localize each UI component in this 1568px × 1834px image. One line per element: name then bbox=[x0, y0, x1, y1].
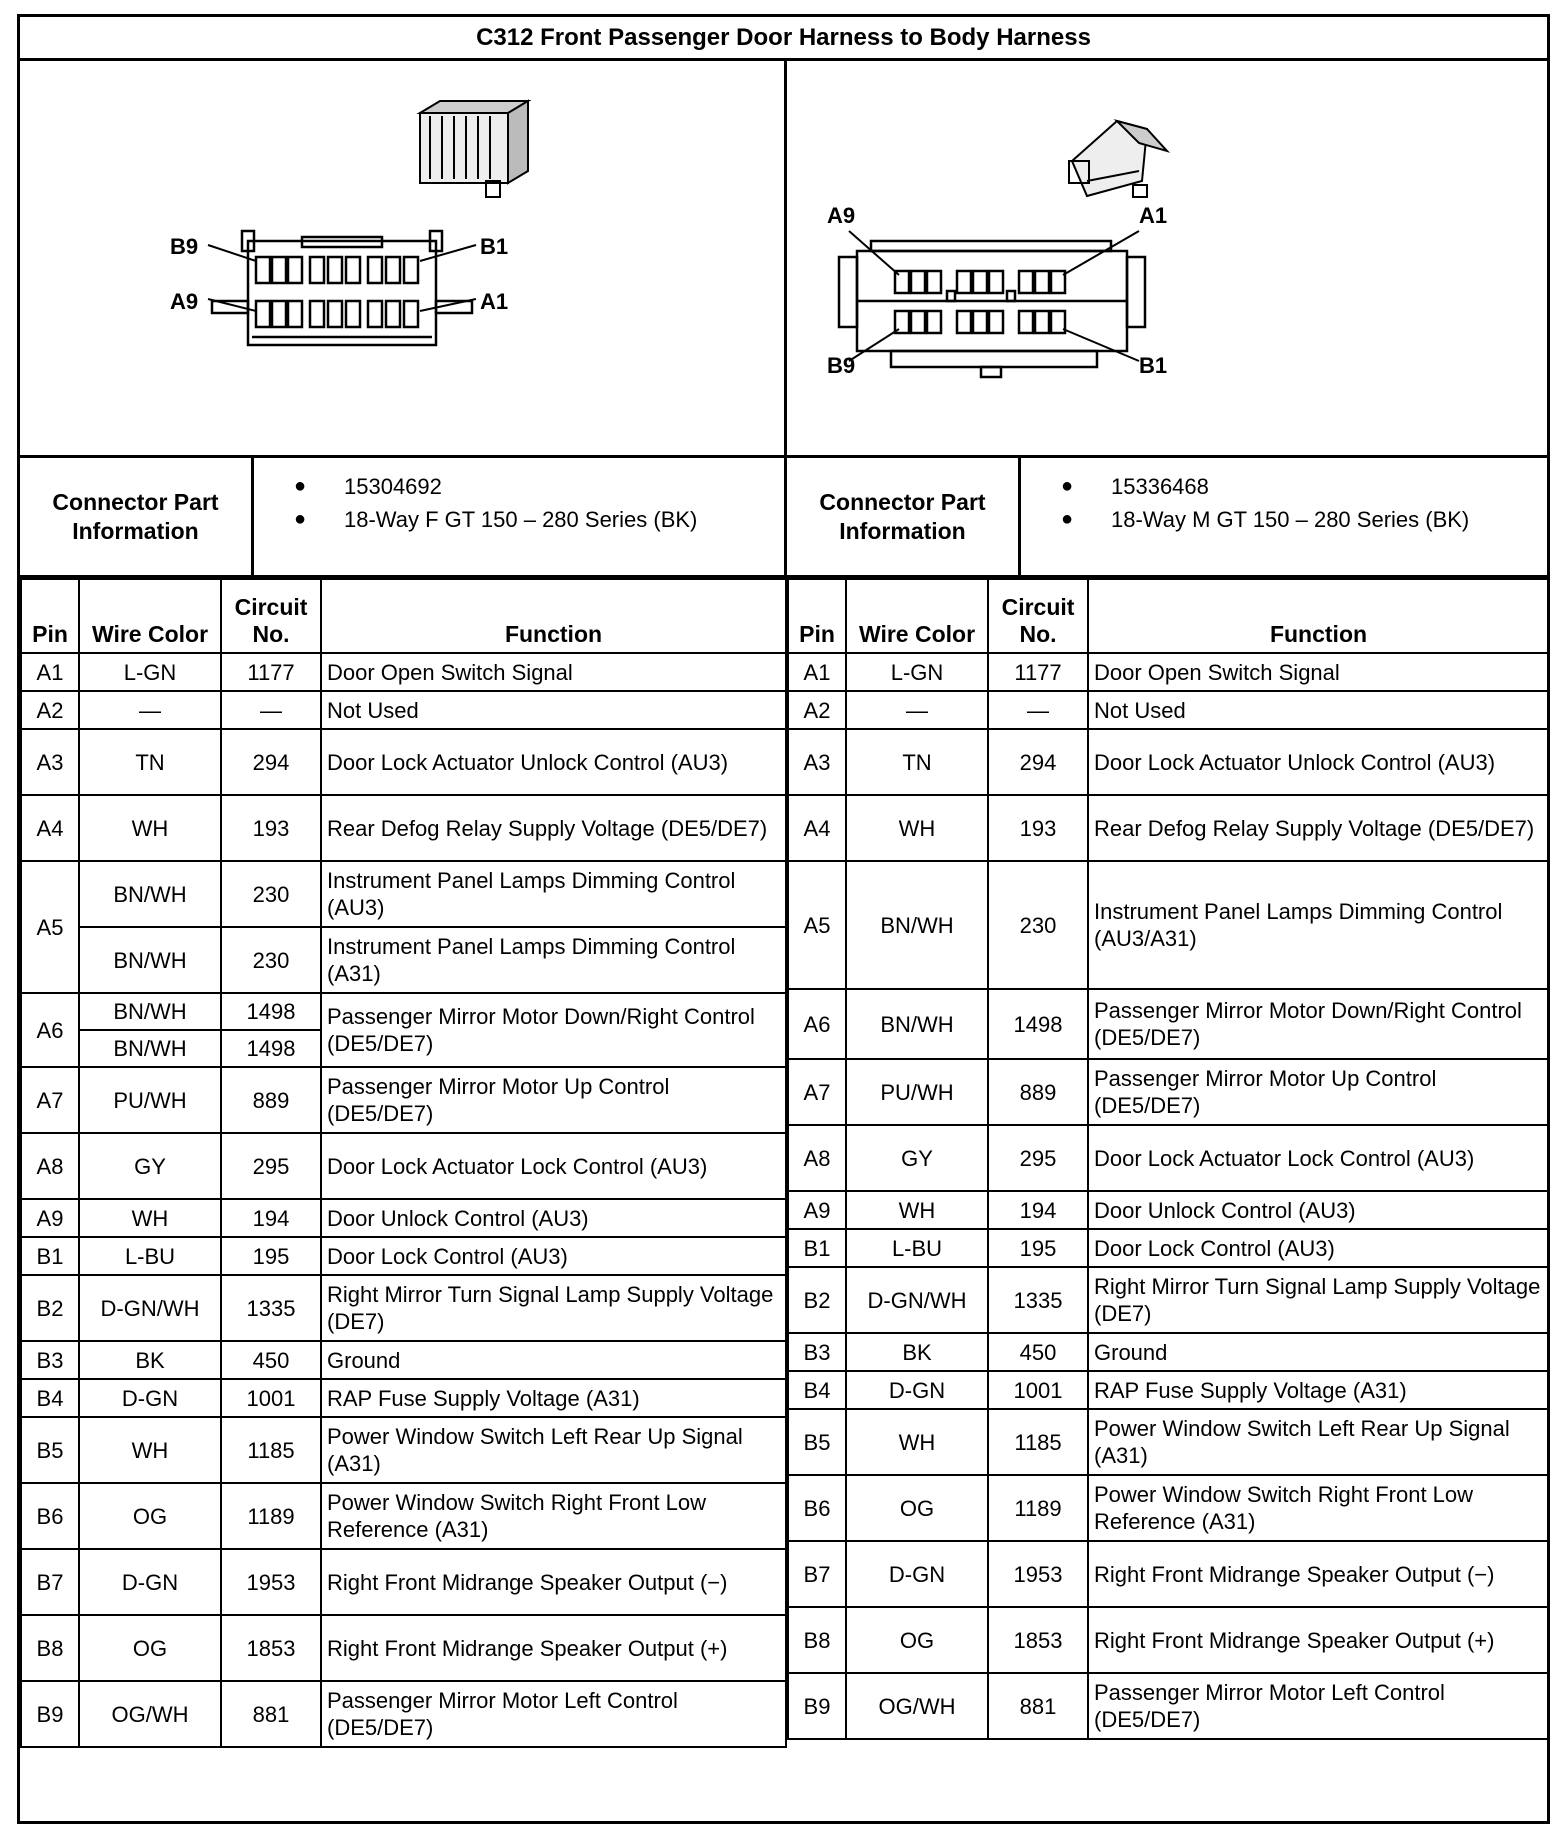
cell-pin: A3 bbox=[21, 729, 79, 795]
cell-wire: WH bbox=[79, 795, 221, 861]
cell-pin: B8 bbox=[21, 1615, 79, 1681]
cell-circuit: 195 bbox=[988, 1229, 1088, 1267]
cell-function: Power Window Switch Right Front Low Reference (A31) bbox=[321, 1483, 786, 1549]
cell-circuit: 881 bbox=[221, 1681, 321, 1747]
cell-function: Power Window Switch Right Front Low Reference (A31) bbox=[1088, 1475, 1549, 1541]
cell-pin: A4 bbox=[21, 795, 79, 861]
right-part-number: 15336468 bbox=[1111, 473, 1209, 499]
col-wire-color: Wire Color bbox=[846, 579, 988, 653]
table-row bbox=[21, 1199, 786, 1237]
cell-circuit: — bbox=[988, 691, 1088, 729]
part-label-line1: Connector Part bbox=[819, 488, 986, 515]
left-part-info bbox=[20, 458, 787, 578]
cell-pin: A5 bbox=[21, 861, 79, 993]
cell-pin: A1 bbox=[21, 653, 79, 691]
table-row bbox=[788, 1371, 1549, 1409]
table-header-row bbox=[788, 579, 1549, 653]
cell-circuit: 450 bbox=[221, 1341, 321, 1379]
cell-wire: D-GN/WH bbox=[79, 1275, 221, 1341]
cell-pin: B5 bbox=[788, 1409, 846, 1475]
cell-function: Not Used bbox=[321, 691, 786, 729]
table-row bbox=[788, 989, 1549, 1059]
table-row bbox=[788, 729, 1549, 795]
left-label-b1: B1 bbox=[480, 234, 509, 259]
table-row bbox=[21, 1067, 786, 1133]
cell-function: Passenger Mirror Motor Down/Right Control (DE5/DE7) bbox=[1088, 989, 1549, 1059]
table-row bbox=[21, 861, 786, 927]
cell-function: Instrument Panel Lamps Dimming Control (A31) bbox=[321, 927, 786, 993]
bullet-icon: ● bbox=[294, 508, 307, 530]
cell-pin: B3 bbox=[788, 1333, 846, 1371]
cell-pin: B2 bbox=[788, 1267, 846, 1333]
bullet-icon: ● bbox=[1061, 475, 1074, 497]
table-row bbox=[788, 653, 1549, 691]
cell-function: Door Lock Actuator Lock Control (AU3) bbox=[321, 1133, 786, 1199]
cell-wire: BN/WH bbox=[79, 993, 221, 1030]
cell-pin: B2 bbox=[21, 1275, 79, 1341]
cell-circuit: 1335 bbox=[221, 1275, 321, 1341]
right-pin-table bbox=[787, 578, 1550, 1740]
cell-pin: B6 bbox=[21, 1483, 79, 1549]
table-row bbox=[788, 1229, 1549, 1267]
cell-wire: D-GN/WH bbox=[846, 1267, 988, 1333]
table-row bbox=[21, 1379, 786, 1417]
cell-pin: A7 bbox=[788, 1059, 846, 1125]
cell-wire: BN/WH bbox=[79, 861, 221, 927]
col-function: Function bbox=[321, 579, 786, 653]
left-part-number: 15304692 bbox=[344, 473, 442, 499]
cell-wire: D-GN bbox=[79, 1379, 221, 1417]
cell-wire: WH bbox=[846, 1409, 988, 1475]
table-row bbox=[21, 1417, 786, 1483]
cell-pin: B7 bbox=[21, 1549, 79, 1615]
cell-function: Right Front Midrange Speaker Output (−) bbox=[321, 1549, 786, 1615]
cell-circuit: 193 bbox=[988, 795, 1088, 861]
cell-circuit: 881 bbox=[988, 1673, 1088, 1739]
part-label-line2: Information bbox=[72, 517, 199, 544]
cell-pin: A9 bbox=[788, 1191, 846, 1229]
female-connector-drawing bbox=[20, 61, 784, 455]
cell-circuit: — bbox=[221, 691, 321, 729]
cell-pin: A6 bbox=[21, 993, 79, 1067]
table-row bbox=[788, 691, 1549, 729]
cell-circuit: 1853 bbox=[221, 1615, 321, 1681]
left-label-a1: A1 bbox=[480, 289, 509, 314]
cell-pin: A8 bbox=[21, 1133, 79, 1199]
cell-function: Right Front Midrange Speaker Output (−) bbox=[1088, 1541, 1549, 1607]
left-part-info-list bbox=[254, 458, 784, 575]
table-row bbox=[788, 1475, 1549, 1541]
bullet-icon: ● bbox=[294, 475, 307, 497]
cell-function: Right Front Midrange Speaker Output (+) bbox=[321, 1615, 786, 1681]
cell-circuit: 294 bbox=[221, 729, 321, 795]
cell-function: Power Window Switch Left Rear Up Signal (A31) bbox=[1088, 1409, 1549, 1475]
cell-wire: — bbox=[79, 691, 221, 729]
right-label-b1: B1 bbox=[1139, 353, 1168, 378]
col-circuit: Circuit No. bbox=[221, 579, 321, 653]
table-row bbox=[21, 795, 786, 861]
cell-wire: — bbox=[846, 691, 988, 729]
cell-circuit: 295 bbox=[988, 1125, 1088, 1191]
cell-circuit: 1185 bbox=[988, 1409, 1088, 1475]
cell-pin: B1 bbox=[788, 1229, 846, 1267]
col-pin: Pin bbox=[788, 579, 846, 653]
cell-wire: GY bbox=[79, 1133, 221, 1199]
cell-circuit: 450 bbox=[988, 1333, 1088, 1371]
cell-circuit: 194 bbox=[221, 1199, 321, 1237]
cell-circuit: 1853 bbox=[988, 1607, 1088, 1673]
cell-function: Door Lock Actuator Unlock Control (AU3) bbox=[321, 729, 786, 795]
right-label-a1: A1 bbox=[1139, 203, 1168, 228]
cell-wire: WH bbox=[79, 1417, 221, 1483]
cell-pin: A6 bbox=[788, 989, 846, 1059]
connector-sheet bbox=[17, 14, 1550, 1824]
cell-circuit: 193 bbox=[221, 795, 321, 861]
cell-function: Door Lock Control (AU3) bbox=[1088, 1229, 1549, 1267]
cell-circuit: 889 bbox=[221, 1067, 321, 1133]
table-row bbox=[21, 1237, 786, 1275]
cell-pin: A5 bbox=[788, 861, 846, 989]
cell-pin: A2 bbox=[21, 691, 79, 729]
cell-wire: OG bbox=[79, 1615, 221, 1681]
table-row bbox=[21, 1681, 786, 1747]
cell-pin: A7 bbox=[21, 1067, 79, 1133]
cell-wire: WH bbox=[79, 1199, 221, 1237]
table-row bbox=[788, 1607, 1549, 1673]
table-row bbox=[788, 1191, 1549, 1229]
cell-wire: D-GN bbox=[79, 1549, 221, 1615]
col-function: Function bbox=[1088, 579, 1549, 653]
cell-pin: A9 bbox=[21, 1199, 79, 1237]
left-connector-diagram bbox=[20, 61, 787, 458]
cell-wire: BK bbox=[79, 1341, 221, 1379]
cell-circuit: 1953 bbox=[221, 1549, 321, 1615]
cell-wire: TN bbox=[79, 729, 221, 795]
right-label-a9: A9 bbox=[827, 203, 856, 228]
cell-pin: A4 bbox=[788, 795, 846, 861]
cell-circuit: 1498 bbox=[221, 1030, 321, 1067]
cell-wire: BN/WH bbox=[79, 1030, 221, 1067]
cell-function: Passenger Mirror Motor Left Control (DE5/DE7) bbox=[321, 1681, 786, 1747]
right-connector-diagram bbox=[787, 61, 1547, 458]
cell-function: Rear Defog Relay Supply Voltage (DE5/DE7) bbox=[321, 795, 786, 861]
list-item bbox=[1061, 470, 1547, 503]
cell-circuit: 1001 bbox=[221, 1379, 321, 1417]
left-part-desc: 18-Way F GT 150 – 280 Series (BK) bbox=[344, 506, 698, 532]
cell-wire: L-BU bbox=[846, 1229, 988, 1267]
cell-pin: B8 bbox=[788, 1607, 846, 1673]
right-label-b9: B9 bbox=[827, 353, 856, 378]
female-connector-face bbox=[212, 231, 472, 345]
cell-pin: B4 bbox=[21, 1379, 79, 1417]
cell-circuit: 1335 bbox=[988, 1267, 1088, 1333]
col-wire-color: Wire Color bbox=[79, 579, 221, 653]
page-title: C312 Front Passenger Door Harness to Body Harness bbox=[20, 17, 1547, 61]
cell-wire: GY bbox=[846, 1125, 988, 1191]
cell-function: Not Used bbox=[1088, 691, 1549, 729]
cell-wire: OG bbox=[846, 1475, 988, 1541]
cell-wire: OG bbox=[79, 1483, 221, 1549]
part-label-line2: Information bbox=[839, 517, 966, 544]
list-item bbox=[294, 470, 784, 503]
cell-wire: PU/WH bbox=[79, 1067, 221, 1133]
left-label-a9: A9 bbox=[170, 289, 199, 314]
list-item bbox=[1061, 503, 1547, 536]
cell-function: Door Unlock Control (AU3) bbox=[1088, 1191, 1549, 1229]
cell-wire: BN/WH bbox=[79, 927, 221, 993]
cell-function: Passenger Mirror Motor Left Control (DE5/DE7) bbox=[1088, 1673, 1549, 1739]
cell-function: Door Open Switch Signal bbox=[1088, 653, 1549, 691]
cell-wire: D-GN bbox=[846, 1371, 988, 1409]
table-row bbox=[788, 795, 1549, 861]
cell-pin: A2 bbox=[788, 691, 846, 729]
table-row bbox=[21, 993, 786, 1030]
table-row bbox=[788, 1059, 1549, 1125]
list-item bbox=[294, 503, 784, 536]
cell-function: RAP Fuse Supply Voltage (A31) bbox=[1088, 1371, 1549, 1409]
cell-pin: A8 bbox=[788, 1125, 846, 1191]
cell-circuit: 1177 bbox=[221, 653, 321, 691]
cell-wire: BK bbox=[846, 1333, 988, 1371]
cell-pin: A3 bbox=[788, 729, 846, 795]
female-connector-iso-icon bbox=[420, 101, 528, 197]
cell-function: Passenger Mirror Motor Up Control (DE5/DE7) bbox=[321, 1067, 786, 1133]
cell-circuit: 1177 bbox=[988, 653, 1088, 691]
table-row bbox=[21, 1275, 786, 1341]
table-row bbox=[21, 927, 786, 993]
cell-function: Door Unlock Control (AU3) bbox=[321, 1199, 786, 1237]
cell-circuit: 230 bbox=[221, 927, 321, 993]
cell-circuit: 1498 bbox=[221, 993, 321, 1030]
cell-circuit: 1189 bbox=[988, 1475, 1088, 1541]
cell-wire: D-GN bbox=[846, 1541, 988, 1607]
cell-circuit: 194 bbox=[988, 1191, 1088, 1229]
cell-circuit: 294 bbox=[988, 729, 1088, 795]
cell-pin: B5 bbox=[21, 1417, 79, 1483]
cell-wire: PU/WH bbox=[846, 1059, 988, 1125]
cell-circuit: 1185 bbox=[221, 1417, 321, 1483]
left-pin-table bbox=[20, 578, 787, 1748]
cell-function: Passenger Mirror Motor Down/Right Control (DE5/DE7) bbox=[321, 993, 786, 1067]
cell-wire: L-BU bbox=[79, 1237, 221, 1275]
table-row bbox=[788, 1541, 1549, 1607]
cell-function: Door Lock Actuator Unlock Control (AU3) bbox=[1088, 729, 1549, 795]
cell-circuit: 230 bbox=[221, 861, 321, 927]
cell-function: Ground bbox=[1088, 1333, 1549, 1371]
cell-wire: L-GN bbox=[846, 653, 988, 691]
cell-wire: OG/WH bbox=[846, 1673, 988, 1739]
table-row bbox=[21, 1615, 786, 1681]
table-row bbox=[21, 1549, 786, 1615]
table-row bbox=[788, 1333, 1549, 1371]
cell-wire: TN bbox=[846, 729, 988, 795]
cell-wire: L-GN bbox=[79, 653, 221, 691]
right-part-desc: 18-Way M GT 150 – 280 Series (BK) bbox=[1111, 506, 1470, 532]
table-row bbox=[788, 1673, 1549, 1739]
cell-wire: OG/WH bbox=[79, 1681, 221, 1747]
cell-circuit: 1953 bbox=[988, 1541, 1088, 1607]
cell-pin: B6 bbox=[788, 1475, 846, 1541]
cell-wire: BN/WH bbox=[846, 861, 988, 989]
col-circuit: Circuit No. bbox=[988, 579, 1088, 653]
cell-function: Door Lock Control (AU3) bbox=[321, 1237, 786, 1275]
table-row bbox=[788, 1125, 1549, 1191]
cell-pin: B9 bbox=[21, 1681, 79, 1747]
cell-function: Passenger Mirror Motor Up Control (DE5/DE7) bbox=[1088, 1059, 1549, 1125]
cell-circuit: 295 bbox=[221, 1133, 321, 1199]
cell-pin: B7 bbox=[788, 1541, 846, 1607]
cell-pin: B1 bbox=[21, 1237, 79, 1275]
table-row bbox=[788, 1409, 1549, 1475]
table-row bbox=[21, 1133, 786, 1199]
cell-function: Instrument Panel Lamps Dimming Control (AU3) bbox=[321, 861, 786, 927]
cell-function: Right Mirror Turn Signal Lamp Supply Voltage (DE7) bbox=[321, 1275, 786, 1341]
table-header-row bbox=[21, 579, 786, 653]
cell-circuit: 195 bbox=[221, 1237, 321, 1275]
left-label-b9: B9 bbox=[170, 234, 199, 259]
cell-wire: BN/WH bbox=[846, 989, 988, 1059]
male-connector-drawing bbox=[787, 61, 1547, 455]
right-part-info-label bbox=[787, 458, 1021, 575]
cell-pin: B3 bbox=[21, 1341, 79, 1379]
male-connector-iso-icon bbox=[1069, 121, 1167, 197]
bullet-icon: ● bbox=[1061, 508, 1074, 530]
cell-circuit: 889 bbox=[988, 1059, 1088, 1125]
table-row bbox=[21, 691, 786, 729]
right-part-info-list bbox=[1021, 458, 1547, 575]
table-row bbox=[21, 653, 786, 691]
cell-function: Door Lock Actuator Lock Control (AU3) bbox=[1088, 1125, 1549, 1191]
cell-circuit: 1189 bbox=[221, 1483, 321, 1549]
cell-circuit: 1498 bbox=[988, 989, 1088, 1059]
part-label-line1: Connector Part bbox=[52, 488, 219, 515]
cell-wire: WH bbox=[846, 795, 988, 861]
table-row bbox=[21, 729, 786, 795]
cell-function: Instrument Panel Lamps Dimming Control (AU3/A31) bbox=[1088, 861, 1549, 989]
cell-function: Right Front Midrange Speaker Output (+) bbox=[1088, 1607, 1549, 1673]
cell-pin: A1 bbox=[788, 653, 846, 691]
cell-circuit: 230 bbox=[988, 861, 1088, 989]
cell-function: Right Mirror Turn Signal Lamp Supply Voltage (DE7) bbox=[1088, 1267, 1549, 1333]
col-pin: Pin bbox=[21, 579, 79, 653]
right-part-info bbox=[787, 458, 1547, 578]
cell-function: Power Window Switch Left Rear Up Signal (A31) bbox=[321, 1417, 786, 1483]
cell-circuit: 1001 bbox=[988, 1371, 1088, 1409]
cell-function: Rear Defog Relay Supply Voltage (DE5/DE7) bbox=[1088, 795, 1549, 861]
cell-wire: WH bbox=[846, 1191, 988, 1229]
table-row bbox=[21, 1341, 786, 1379]
table-row bbox=[21, 1483, 786, 1549]
left-part-info-label bbox=[20, 458, 254, 575]
cell-function: RAP Fuse Supply Voltage (A31) bbox=[321, 1379, 786, 1417]
cell-pin: B9 bbox=[788, 1673, 846, 1739]
table-row bbox=[788, 861, 1549, 989]
table-row bbox=[788, 1267, 1549, 1333]
cell-function: Door Open Switch Signal bbox=[321, 653, 786, 691]
cell-function: Ground bbox=[321, 1341, 786, 1379]
cell-pin: B4 bbox=[788, 1371, 846, 1409]
cell-wire: OG bbox=[846, 1607, 988, 1673]
